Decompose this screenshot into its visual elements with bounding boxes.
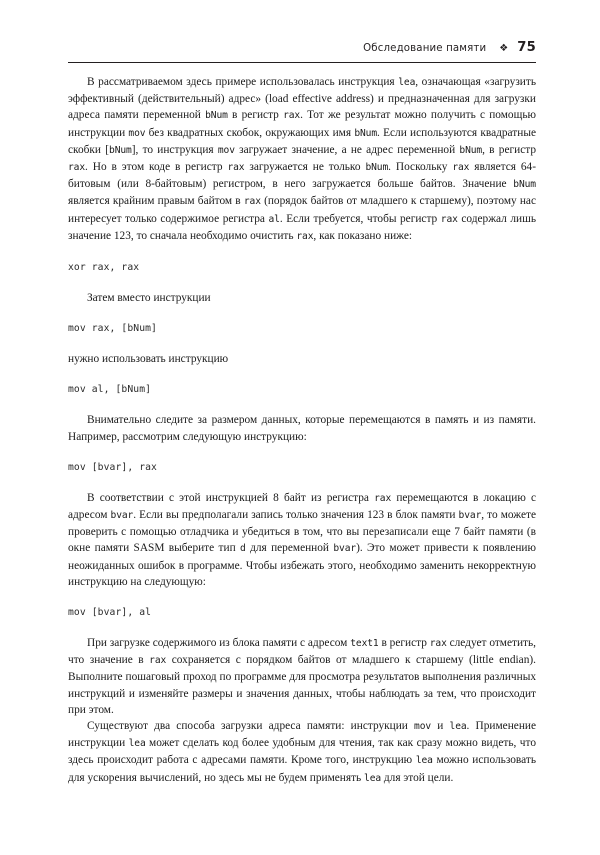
- inline-code-term: lea: [449, 721, 467, 733]
- code-line-3: mov al, [bNum]: [68, 384, 152, 396]
- chapter-title: Обследование памяти: [363, 43, 487, 54]
- spacer: [68, 245, 536, 261]
- inline-code-term: bNum: [365, 162, 389, 174]
- inline-code-term: rax: [374, 492, 392, 504]
- inline-code-term: rax: [227, 162, 245, 174]
- inline-code-term: lea: [364, 772, 382, 784]
- inline-code-term: rax: [149, 655, 167, 667]
- inline-code-term: bNum: [205, 110, 228, 122]
- inline-code-term: rax: [283, 110, 301, 122]
- inline-code-term: rax: [296, 230, 314, 242]
- inline-code-term: mov: [217, 144, 235, 156]
- inline-code-term: lea: [415, 755, 433, 767]
- inline-code-term: rax: [243, 196, 261, 208]
- inline-code-term: mov: [128, 127, 146, 139]
- inline-code-term: d: [240, 543, 246, 555]
- inline-code-term: bNum: [459, 144, 483, 156]
- spacer: [68, 397, 536, 412]
- spacer: [68, 306, 536, 322]
- inline-code-term: lea: [398, 77, 416, 88]
- inline-code-term: rax: [440, 213, 458, 225]
- inline-code-term: lea: [128, 738, 146, 750]
- inline-code-term: bvar: [458, 510, 482, 522]
- inline-code-term: bvar: [110, 510, 134, 522]
- spacer: [68, 275, 536, 290]
- inline-code-term: bNum: [354, 127, 378, 139]
- inline-code-term: bNum: [109, 144, 132, 156]
- inline-code-term: rax: [68, 162, 86, 174]
- inline-code-term: bNum: [513, 179, 536, 191]
- text-column: [68, 74, 536, 787]
- inline-code-term: rax: [429, 638, 447, 650]
- code-line-1: xor rax, rax: [68, 262, 140, 274]
- paragraph-1: В рассматриваемом здесь примере использовалась инструкция lea, означающая «загрузить эффективный (действительный) адрес» (load effective address) и предназначенная для загрузки адреса памяти переменной bNum в регистр rax. Тот же результат можно получить с помощью инструкции mov без квадратных скобок, окружающих имя bNum. Если используются квадратные скобки [bNum], то инструкция mov загружает значение, а не адрес переменной bNum, в регистр rax. Но в этом коде в регистр rax загружается не только bNum. Поскольку rax является 64-битовым (или 8-байтовым) регистром, в него загружается больше байтов. Значение bNum является крайним правым байтом в rax (порядок байтов от младшего к старшему), поэтому нас интересует только содержимое регистра al. Если требуется, чтобы регистр rax содержал лишь значение 123, то сначала необходимо очистить rax, как показано ниже:: [68, 76, 537, 242]
- code-line-5: mov [bvar], al: [68, 607, 152, 619]
- inline-code-term: text1: [350, 638, 379, 650]
- inline-code-term: rax: [452, 162, 470, 174]
- spacer: [68, 445, 536, 461]
- code-line-2: mov rax, [bNum]: [68, 323, 157, 335]
- inline-code-term: mov: [414, 721, 432, 733]
- header-rule-divider: [68, 62, 536, 63]
- running-head: [68, 40, 536, 64]
- floral-diamond-ornament-icon: ❖: [499, 42, 509, 54]
- spacer: [68, 620, 536, 635]
- spacer: [68, 367, 536, 383]
- spacer: [68, 590, 536, 606]
- spacer: [68, 336, 536, 351]
- inline-code-term: al: [268, 213, 280, 225]
- inline-code-term: bvar: [333, 543, 357, 555]
- code-line-4: mov [bvar], rax: [68, 461, 157, 473]
- paragraph-7: Существуют два способа загрузки адреса памяти: инструкции mov и lea. Применение инструкции lea может сделать код более удобным для чтения, так как сразу можно видеть, что здесь происходит работа с адресами памяти. Кроме того, инструкцию lea можно использовать для ускорения вычислений, но здесь мы не будем применять lea для этой цели.: [68, 720, 536, 784]
- paragraph-2: Затем вместо инструкции: [87, 292, 211, 305]
- paragraph-6: При загрузке содержимого из блока памяти с адресом text1 в регистр rax следует отметить, что значение в rax сохраняется с порядком байтов от младшего к старшему (little endian). Выполните пошаговый проход по программе для просмотра результатов выполнения различных инструкций и изменяйте размеры и значения данных, чтобы наблюдать за тем, что происходит при этом.: [68, 637, 537, 716]
- paragraph-4: Внимательно следите за размером данных, которые перемещаются в память и из памяти. Например, рассмотрим следующую инструкцию:: [68, 414, 536, 443]
- paragraph-5: В соответствии с этой инструкцией 8 байт из регистра rax перемещаются в локацию с адресом bvar. Если вы предполагали запись только значения 123 в блок памяти bvar, то можете проверить с помощью отладчика и убедиться в том, что вы перезаписали еще 7 байт памяти (в окне памяти SASM выберите тип d для переменной bvar). Это может привести к появлению неожиданных ошибок в программе. Чтобы избежать этого, необходимо заменить некорректную инструкцию на следующую:: [68, 491, 536, 588]
- paragraph-3: нужно использовать инструкцию: [68, 353, 229, 366]
- spacer: [68, 475, 536, 490]
- page-number: 75: [517, 40, 536, 55]
